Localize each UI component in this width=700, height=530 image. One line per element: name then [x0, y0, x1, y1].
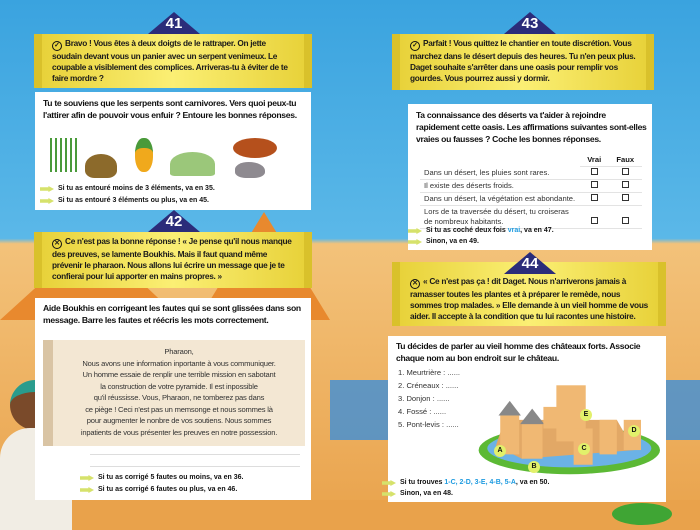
section-number-42: 42: [148, 210, 200, 232]
activity-card-42: [35, 298, 311, 500]
arrow-icon: [408, 239, 422, 245]
instruction-goto-47: Si tu as coché deux fois vrai, va en 47.: [408, 226, 554, 236]
cross-circle-icon: ✕: [410, 279, 420, 289]
false-checkbox[interactable]: [622, 181, 629, 188]
name-item[interactable]: 5. Pont-levis : ......: [398, 420, 459, 429]
statement: Il existe des déserts froids.: [420, 180, 580, 193]
story-banner-42: ✕ Ce n'est pas la bonne réponse ! « Je pense qu'il nous manque des preuves, se lamente Boukhis. Mais il faut quand même prévenir le pharaon. Nous allons lui écrire un message que je te confierai pour lui apporter en mains propres. »: [34, 232, 312, 288]
true-checkbox[interactable]: [591, 168, 598, 175]
instruction-goto-35: Si tu as entouré moins de 3 éléments, va en 35.: [40, 184, 215, 194]
col-false-header: Faux: [609, 154, 642, 167]
question-text: Tu te souviens que les serpents sont carnivores. Vers quoi peux-tu l'attirer afin de pouvoir vous enfuir ? Entoure les bonnes réponses.: [43, 98, 297, 120]
instruction-goto-49: Sinon, va en 49.: [408, 237, 479, 247]
lizard-illustration: [612, 503, 672, 525]
section-number-41: 41: [148, 12, 200, 34]
castle-label-e: E: [580, 408, 592, 421]
arrow-icon: [408, 228, 422, 234]
castle-label-a: A: [494, 444, 506, 457]
castle-label-b: B: [528, 460, 540, 473]
story-banner-43: ✓ Parfait ! Vous quittez le chantier en toute discrétion. Vous marchez dans le désert depuis des heures. Tu n'en peux plus. Daget souhaite s'arrêter dans une oasis pour remplir vos gourdes. Vous pourrez aussi y dormir.: [392, 34, 654, 90]
letter-line: la construction de votre pyramide. Il est inpossible: [100, 381, 258, 391]
castle-names-list: [398, 366, 460, 431]
instruction-goto-48: Sinon, va en 48.: [382, 489, 453, 499]
statement: Lors de ta traversée du désert, tu croiseras de nombreux habitants.: [420, 206, 580, 229]
castle-label-c: C: [578, 442, 590, 455]
arrow-icon: [40, 198, 54, 204]
bread-image[interactable]: [233, 138, 277, 158]
frog-image[interactable]: [85, 154, 117, 178]
true-checkbox[interactable]: [591, 194, 598, 201]
statement: Dans un désert, les pluies sont rares.: [420, 167, 580, 180]
activity-card-41: [35, 92, 311, 210]
letter-line: ce piège ! Ceci n'est pas un memsonge et nous sommes là: [85, 404, 273, 414]
letter-scroll: [43, 340, 305, 446]
letter-line: Pharaon,: [164, 347, 194, 356]
table-row: [420, 180, 642, 193]
story-banner-44: ✕ « Ce n'est pas ça ! dit Daget. Nous n'arriverons jamais à ramasser toutes les plantes et à préparer le remède, nous sommes trop malades. » Elle demande à un vieil homme de vous aider. Il accepte à la condition que tu lui racontes une histoire.: [392, 262, 666, 326]
question-text: Ta connaissance des déserts va t'aider à rejoindre rapidement cette oasis. Les affirmations suivantes sont-elles vraies ou fausses ? Coche les bonnes réponses.: [416, 110, 647, 144]
desert-sand: [0, 500, 700, 530]
name-item[interactable]: 2. Créneaux : ......: [398, 381, 459, 390]
section-number-43: 43: [504, 12, 556, 34]
false-checkbox[interactable]: [622, 194, 629, 201]
section-number-44: 44: [504, 252, 556, 274]
letter-line: pour augmenter le nonbre de vos soutiens. Nous sommes: [86, 416, 272, 425]
castle-label-d: D: [628, 424, 640, 437]
false-checkbox[interactable]: [622, 168, 629, 175]
true-checkbox[interactable]: [591, 181, 598, 188]
plant-image[interactable]: [170, 152, 215, 176]
activity-card-44: [388, 336, 666, 502]
letter-line: qu'il réussisse. Vous, Pharaon, ne tomberez pas dans: [93, 393, 265, 402]
activity-card-43: [408, 104, 652, 250]
arrow-icon: [40, 186, 54, 192]
arrow-icon: [382, 491, 396, 497]
pineapple-image[interactable]: [135, 138, 153, 172]
question-text: Tu décides de parler au vieil homme des châteaux forts. Associe chaque nom au bon endroit sur le château.: [396, 341, 641, 363]
instruction-goto-36: Si tu as corrigé 5 fautes ou moins, va en 36.: [80, 473, 244, 483]
arrow-icon: [80, 475, 94, 481]
table-row: [420, 167, 642, 180]
writing-line[interactable]: [90, 466, 300, 467]
name-item[interactable]: 3. Donjon : ......: [398, 394, 450, 403]
check-circle-icon: ✓: [410, 41, 420, 51]
instruction-goto-50: Si tu trouves 1-C, 2-D, 3-E, 4-B, 5-A, va en 50.: [382, 478, 549, 488]
check-circle-icon: ✓: [52, 41, 62, 51]
instruction-goto-46: Si tu as corrigé 6 fautes ou plus, va en 46.: [80, 485, 237, 495]
false-checkbox[interactable]: [622, 217, 629, 224]
letter-line: Nous avons une information inportante à vous communiquer.: [82, 358, 276, 368]
mouse-image[interactable]: [235, 162, 265, 178]
statement: Dans un désert, la végétation est abondante.: [420, 193, 580, 206]
letter-line: Un homme essaie de renplir une terrible mission en sabotant: [82, 370, 276, 379]
instruction-goto-45: Si tu as entouré 3 éléments ou plus, va en 45.: [40, 196, 209, 206]
story-banner-41: ✓ Bravo ! Vous êtes à deux doigts de le rattraper. On jette soudain devant vous un panier avec un serpent venimeux. Le coupable a visiblement des complices. Arriveras-tu à éviter de te faire mordre ?: [34, 34, 312, 88]
arrow-icon: [382, 480, 396, 486]
name-item[interactable]: 1. Meurtrière : ......: [398, 368, 461, 377]
question-text: Aide Boukhis en corrigeant les fautes qui se sont glissées dans son message. Barre les fautes et réécris les mots correctement.: [43, 303, 301, 325]
writing-line[interactable]: [90, 454, 300, 455]
table-row: [420, 193, 642, 206]
name-item[interactable]: 4. Fossé : ......: [398, 407, 447, 416]
true-false-table: [420, 154, 642, 229]
col-true-header: Vrai: [580, 154, 609, 167]
letter-line: inpatients de vous présenter les preuves en notre possession.: [80, 427, 278, 437]
grass-image[interactable]: [50, 138, 80, 172]
true-checkbox[interactable]: [591, 217, 598, 224]
castle-illustration: [470, 368, 660, 476]
cross-circle-icon: ✕: [52, 239, 62, 249]
arrow-icon: [80, 487, 94, 493]
